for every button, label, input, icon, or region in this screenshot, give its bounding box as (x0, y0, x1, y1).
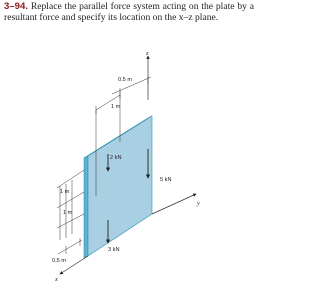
force-3kn-label: 3 kN (108, 247, 120, 253)
bottom-dim-line (58, 240, 82, 254)
dim-left-lower-label: 1 m (63, 210, 73, 216)
left-dim-line-c (57, 214, 84, 228)
y-axis-label: y (197, 200, 200, 207)
z-axis-label: z (146, 50, 149, 57)
problem-number: 3–94. (4, 1, 29, 12)
y-axis (152, 194, 196, 214)
force-2kn-label: 2 kN (110, 155, 122, 161)
problem-text: Replace the parallel force system acting on the plate by a resultant force and specify its location on the x–z plane. (4, 1, 254, 23)
dim-left-upper-label: 1 m (60, 189, 70, 195)
left-dim-line-a (57, 170, 84, 188)
plate-side (84, 156, 88, 258)
dim-bottom-width-label: 0.5 m (52, 258, 66, 264)
force-5kn-label: 5 kN (160, 177, 172, 183)
dim-top-width-label: 0.5 m (118, 77, 132, 83)
dim-top-depth-label: 1 m (111, 104, 121, 110)
x-axis-label: x (55, 276, 58, 283)
